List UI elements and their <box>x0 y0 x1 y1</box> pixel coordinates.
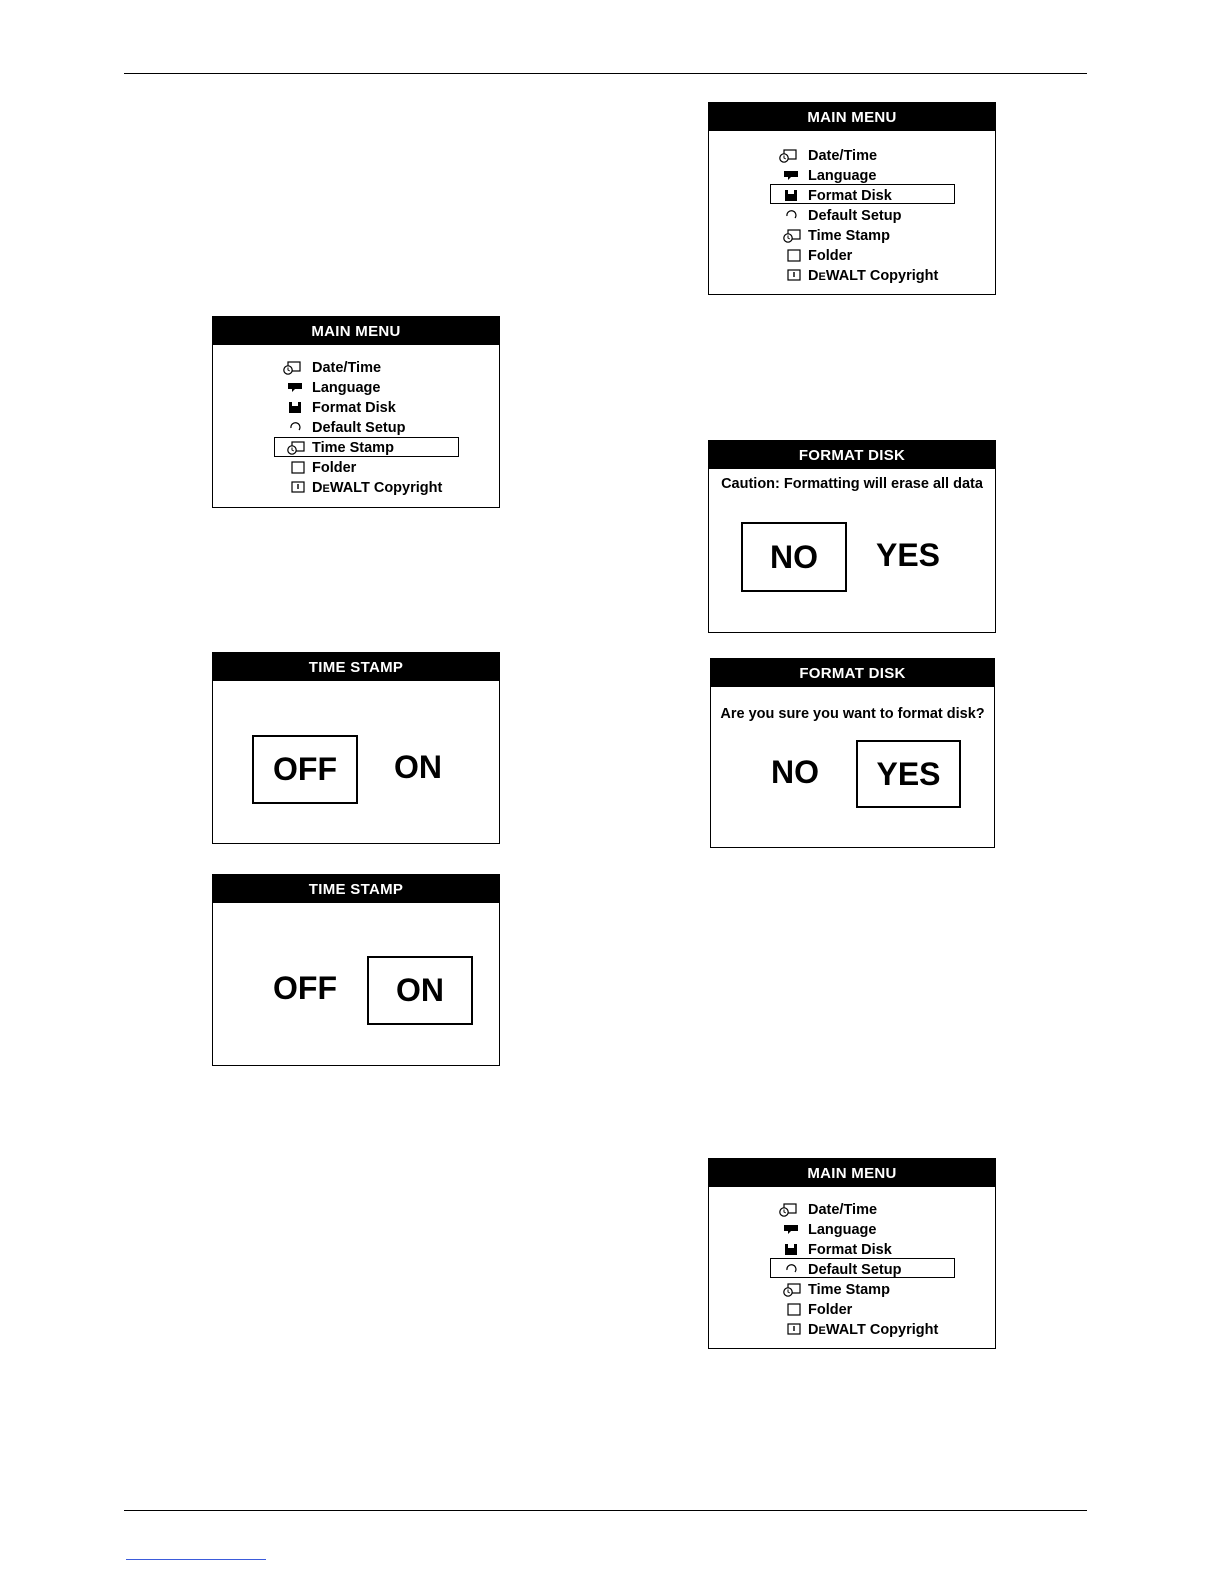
confirm-text: Are you sure you want to format disk? <box>720 706 985 722</box>
menu-item-label: Date/Time <box>808 1202 878 1218</box>
speech-bubble-icon <box>287 380 305 395</box>
panel-title: TIME STAMP <box>213 875 499 903</box>
panel-title: MAIN MENU <box>213 317 499 345</box>
menu-item-default-setup[interactable] <box>709 1260 995 1280</box>
reset-arc-icon <box>287 420 305 435</box>
menu-item-label: Language <box>808 168 877 184</box>
no-option[interactable]: NO <box>741 522 847 592</box>
clock-screen-icon <box>783 228 801 243</box>
reset-arc-icon <box>783 208 801 223</box>
menu-item-label: Format Disk <box>808 1242 892 1258</box>
format-disk-caution-screen <box>708 440 996 633</box>
menu-item-time-stamp[interactable] <box>709 1280 995 1300</box>
menu-item-default-setup[interactable] <box>709 206 995 226</box>
menu-item-default-setup[interactable] <box>213 418 499 438</box>
menu-item-label: DEWALT Copyright <box>808 268 939 284</box>
folder-icon <box>786 1302 804 1317</box>
clock-screen-icon <box>779 148 797 163</box>
clock-screen-icon <box>783 1282 801 1297</box>
menu-item-folder[interactable] <box>213 458 499 478</box>
no-option[interactable]: NO <box>771 754 819 790</box>
menu-item-date-time[interactable] <box>213 358 499 378</box>
time-stamp-screen-off <box>212 652 500 844</box>
panel-title: FORMAT DISK <box>709 441 995 469</box>
menu-item-date-time[interactable] <box>709 146 995 166</box>
menu-item-time-stamp[interactable] <box>213 438 499 458</box>
menu-item-label: Time Stamp <box>312 440 394 456</box>
panel-title: MAIN MENU <box>709 103 995 131</box>
menu-item-label: Time Stamp <box>808 1282 890 1298</box>
menu-item-label: Folder <box>312 460 357 476</box>
menu-item-date-time[interactable] <box>709 1200 995 1220</box>
menu-item-language[interactable] <box>709 1220 995 1240</box>
menu-item-label: Date/Time <box>312 360 382 376</box>
clock-screen-icon <box>283 360 301 375</box>
menu-item-label: Language <box>312 380 381 396</box>
menu-list <box>213 345 499 507</box>
disk-icon <box>783 1242 801 1257</box>
menu-item-folder[interactable] <box>709 1300 995 1320</box>
folder-icon <box>786 248 804 263</box>
speech-bubble-icon <box>783 168 801 183</box>
yes-option[interactable]: YES <box>856 740 961 808</box>
menu-item-label: Date/Time <box>808 148 878 164</box>
folder-icon <box>290 460 308 475</box>
menu-item-folder[interactable] <box>709 246 995 266</box>
footer-rule <box>124 1510 1087 1511</box>
speech-bubble-icon <box>783 1222 801 1237</box>
off-option[interactable]: OFF <box>273 970 337 1006</box>
disk-icon <box>287 400 305 415</box>
menu-item-label: Format Disk <box>808 188 892 204</box>
menu-item-label: DEWALT Copyright <box>808 1322 939 1338</box>
main-menu-screen-format-disk <box>708 102 996 295</box>
disk-icon <box>783 188 801 203</box>
menu-item-label: Folder <box>808 248 853 264</box>
panel-title: MAIN MENU <box>709 1159 995 1187</box>
panel-title: FORMAT DISK <box>711 659 994 687</box>
menu-item-label: Default Setup <box>808 1262 902 1278</box>
menu-list <box>709 1187 995 1348</box>
off-option[interactable]: OFF <box>252 735 358 804</box>
menu-item-label: Time Stamp <box>808 228 890 244</box>
main-menu-screen-time-stamp <box>212 316 500 508</box>
menu-item-copyright[interactable] <box>213 478 499 498</box>
panel-title: TIME STAMP <box>213 653 499 681</box>
menu-item-time-stamp[interactable] <box>709 226 995 246</box>
info-box-icon <box>786 1322 804 1337</box>
on-option[interactable]: ON <box>367 956 473 1025</box>
caution-text: Caution: Formatting will erase all data <box>721 476 983 492</box>
main-menu-screen-default-setup <box>708 1158 996 1349</box>
on-option[interactable]: ON <box>394 749 442 785</box>
yes-option[interactable]: YES <box>875 537 941 573</box>
menu-item-label: Default Setup <box>312 420 406 436</box>
reset-arc-icon <box>783 1262 801 1277</box>
footer-link-underline[interactable] <box>126 1559 266 1560</box>
info-box-icon <box>290 480 308 495</box>
menu-item-format-disk[interactable] <box>213 398 499 418</box>
menu-item-copyright[interactable] <box>709 1320 995 1340</box>
menu-item-language[interactable] <box>709 166 995 186</box>
format-disk-confirm-screen <box>710 658 995 848</box>
menu-item-format-disk[interactable] <box>709 1240 995 1260</box>
menu-item-copyright[interactable] <box>709 266 995 286</box>
menu-item-format-disk[interactable] <box>709 186 995 206</box>
time-stamp-screen-on <box>212 874 500 1066</box>
menu-list <box>709 131 995 294</box>
menu-item-label: Format Disk <box>312 400 396 416</box>
clock-screen-icon <box>287 440 305 455</box>
menu-item-label: Language <box>808 1222 877 1238</box>
clock-screen-icon <box>779 1202 797 1217</box>
menu-item-label: Folder <box>808 1302 853 1318</box>
menu-item-label: Default Setup <box>808 208 902 224</box>
info-box-icon <box>786 268 804 283</box>
menu-item-label: DEWALT Copyright <box>312 480 443 496</box>
menu-item-language[interactable] <box>213 378 499 398</box>
header-rule <box>124 73 1087 74</box>
